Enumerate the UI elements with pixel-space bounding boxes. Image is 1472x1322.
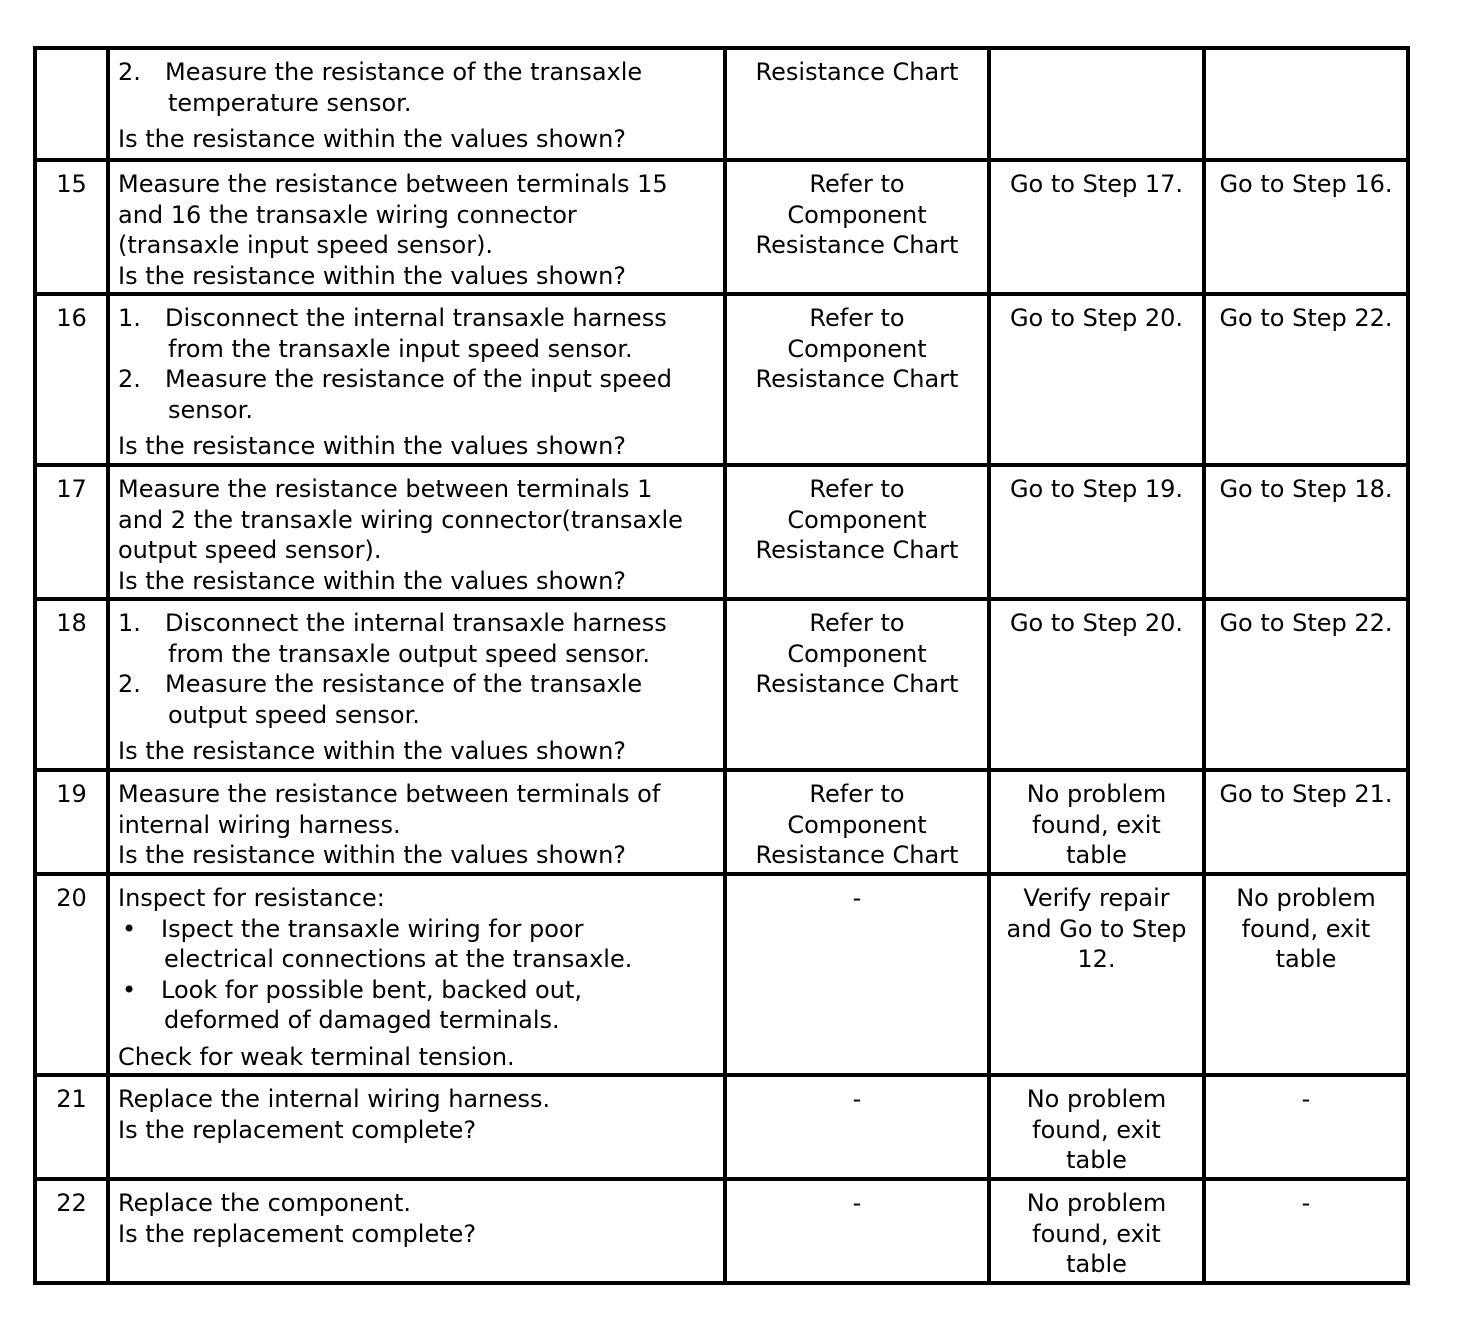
no-cell [1204, 48, 1408, 160]
action-line: and 2 the transaxle wiring connector(transaxle [118, 505, 683, 534]
step-number-cell: 16 [35, 294, 108, 465]
item-text-continued: from the transaxle output speed sensor. [168, 639, 651, 668]
value-cell: - [725, 874, 989, 1075]
table-row [35, 770, 1408, 874]
no-cell: Go to Step 22. [1204, 294, 1408, 465]
step-number-cell: 19 [35, 770, 108, 874]
value-cell [725, 770, 989, 874]
value-line: Resistance Chart [755, 536, 959, 564]
action-cell [108, 294, 725, 465]
action-line: output speed sensor). [118, 536, 382, 564]
action-line: Replace the component. [118, 1189, 411, 1217]
table-row [35, 465, 1408, 599]
yes-line: No problem [1026, 1085, 1167, 1113]
question-text: Is the resistance within the values shown? [118, 566, 627, 595]
no-cell: - [1204, 1075, 1408, 1179]
yes-line: table [1066, 1250, 1127, 1278]
numbered-item [118, 57, 719, 118]
action-line: Measure the resistance between terminals of [118, 780, 661, 808]
action-cell [108, 160, 725, 294]
question-text: Is the resistance within the values shown? [118, 841, 627, 869]
value-line: Resistance Chart [755, 670, 959, 698]
value-line: Refer to [809, 780, 905, 808]
step-number-cell: 15 [35, 160, 108, 294]
value-cell: - [725, 1179, 989, 1283]
value-cell: Resistance Chart [725, 48, 989, 160]
yes-line: No problem [1026, 1189, 1167, 1217]
yes-line: 12. [1077, 945, 1116, 973]
yes-cell: Go to Step 20. [989, 294, 1204, 465]
value-line: Resistance Chart [755, 365, 959, 393]
item-text-continued: from the transaxle input speed sensor. [168, 334, 633, 363]
yes-line: found, exit [1032, 1219, 1161, 1248]
yes-cell: Go to Step 20. [989, 599, 1204, 770]
no-cell: Go to Step 22. [1204, 599, 1408, 770]
table-row [35, 48, 1408, 160]
bullet-item [118, 975, 719, 1036]
no-cell: Go to Step 21. [1204, 770, 1408, 874]
value-line: Refer to [809, 170, 905, 198]
item-text-continued: temperature sensor. [168, 88, 412, 117]
item-text: Measure the resistance of the transaxle [165, 58, 643, 86]
step-number-cell: 17 [35, 465, 108, 599]
value-line: Component [787, 505, 927, 534]
question-text: Is the resistance within the values shown? [118, 737, 627, 765]
no-line: No problem [1236, 884, 1376, 912]
yes-cell [989, 48, 1204, 160]
value-line: Component [787, 639, 927, 668]
item-text-continued: deformed of damaged terminals. [164, 1006, 560, 1034]
yes-line: No problem [1026, 780, 1167, 808]
value-line: Resistance Chart [755, 841, 959, 869]
question-text: Is the resistance within the values shown? [118, 261, 627, 290]
bullet-item [118, 914, 719, 975]
value-cell [725, 599, 989, 770]
action-cell [108, 770, 725, 874]
no-cell: Go to Step 18. [1204, 465, 1408, 599]
item-marker: 1. [118, 609, 141, 637]
table-row [35, 160, 1408, 294]
question-text: Is the replacement complete? [118, 1219, 477, 1248]
yes-cell: Go to Step 19. [989, 465, 1204, 599]
value-cell: - [725, 1075, 989, 1179]
yes-line: and Go to Step [1006, 914, 1187, 943]
question-text: Is the resistance within the values shown? [118, 125, 627, 153]
question-text: Check for weak terminal tension. [118, 1042, 515, 1071]
item-marker: 2. [118, 58, 141, 86]
yes-cell [989, 1075, 1204, 1179]
table-row [35, 874, 1408, 1075]
question-text: Is the resistance within the values shown? [118, 432, 627, 460]
no-cell [1204, 874, 1408, 1075]
item-marker: 2. [118, 365, 141, 393]
value-line: Refer to [809, 609, 905, 637]
yes-line: table [1066, 841, 1127, 869]
value-line: Component [787, 334, 927, 363]
table-row [35, 294, 1408, 465]
value-line: Refer to [809, 304, 905, 332]
item-text: Disconnect the internal transaxle harness [165, 609, 667, 637]
no-cell: - [1204, 1179, 1408, 1283]
numbered-item [118, 303, 719, 364]
value-cell [725, 160, 989, 294]
step-number-cell [35, 48, 108, 160]
step-number-cell: 21 [35, 1075, 108, 1179]
value-cell [725, 465, 989, 599]
item-text: Measure the resistance of the input speed [165, 365, 672, 393]
step-number-cell: 18 [35, 599, 108, 770]
yes-cell [989, 1179, 1204, 1283]
no-line: table [1275, 945, 1337, 973]
item-marker: 2. [118, 670, 141, 698]
item-marker: 1. [118, 304, 141, 332]
yes-line: Verify repair [1023, 884, 1170, 912]
value-line: Resistance Chart [755, 231, 959, 259]
value-line: Refer to [809, 475, 905, 503]
action-intro: Inspect for resistance: [118, 884, 385, 912]
question-text: Is the replacement complete? [118, 1115, 477, 1144]
yes-line: found, exit [1032, 1115, 1161, 1144]
action-line: Measure the resistance between terminals 15 [118, 170, 668, 198]
no-cell: Go to Step 16. [1204, 160, 1408, 294]
value-cell [725, 294, 989, 465]
item-text: Look for possible bent, backed out, [161, 975, 582, 1004]
numbered-item [118, 364, 719, 425]
yes-cell [989, 770, 1204, 874]
action-cell [108, 874, 725, 1075]
action-line: Measure the resistance between terminals 1 [118, 475, 653, 503]
action-line: Replace the internal wiring harness. [118, 1085, 551, 1113]
item-text-continued: output speed sensor. [168, 700, 420, 729]
action-cell [108, 1075, 725, 1179]
yes-cell [989, 874, 1204, 1075]
item-text-continued: electrical connections at the transaxle. [164, 945, 633, 973]
item-text-continued: sensor. [168, 395, 253, 424]
item-text: Measure the resistance of the transaxle [165, 670, 643, 698]
yes-line: found, exit [1032, 810, 1161, 839]
step-number-cell: 20 [35, 874, 108, 1075]
value-line: Component [787, 200, 927, 229]
action-cell [108, 1179, 725, 1283]
action-line: internal wiring harness. [118, 810, 401, 839]
yes-cell: Go to Step 17. [989, 160, 1204, 294]
action-cell [108, 599, 725, 770]
no-line: found, exit [1241, 914, 1371, 943]
table-row [35, 1075, 1408, 1179]
value-line: Component [787, 810, 927, 839]
numbered-item [118, 669, 719, 730]
item-text: Disconnect the internal transaxle harness [165, 304, 667, 332]
action-cell [108, 465, 725, 599]
action-cell [108, 48, 725, 160]
numbered-item [118, 608, 719, 669]
table-row [35, 599, 1408, 770]
step-number-cell: 22 [35, 1179, 108, 1283]
bullet-marker: • [122, 914, 137, 943]
table-row [35, 1179, 1408, 1283]
bullet-marker: • [122, 975, 137, 1004]
action-line: (transaxle input speed sensor). [118, 231, 494, 259]
action-line: and 16 the transaxle wiring connector [118, 200, 577, 229]
diagnostic-table [33, 46, 1410, 1285]
item-text: Ispect the transaxle wiring for poor [161, 914, 584, 943]
yes-line: table [1066, 1146, 1127, 1174]
